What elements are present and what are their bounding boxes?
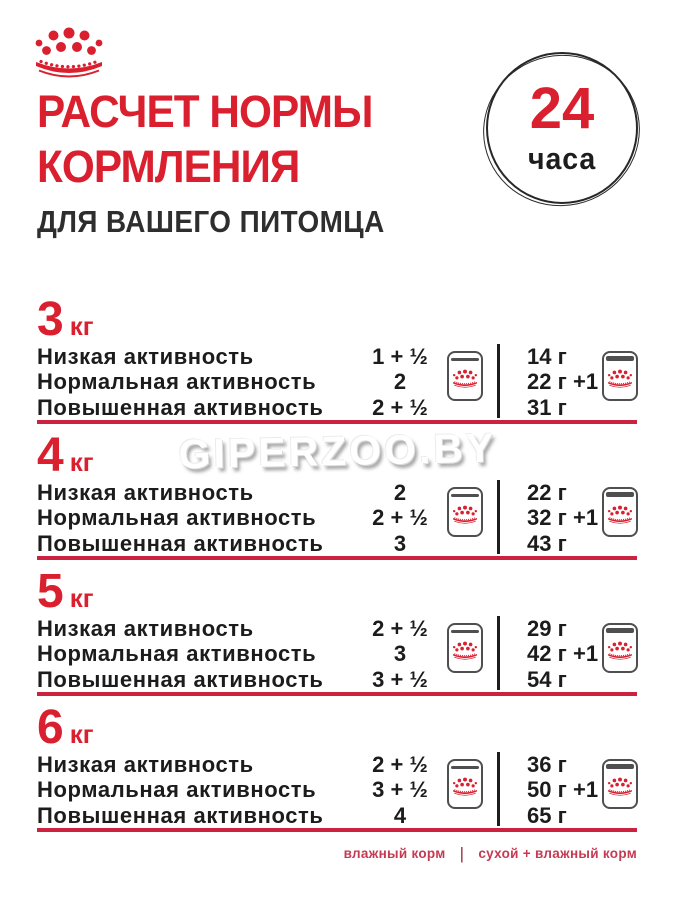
extra-pouch-count: +1 bbox=[573, 641, 599, 667]
activity-label: Нормальная активность bbox=[37, 505, 317, 531]
badge-number: 24 bbox=[529, 75, 595, 141]
wet-amount: 3 + ½ bbox=[372, 666, 428, 692]
wet-food-pouch-icon bbox=[447, 351, 483, 401]
activity-label: Нормальная активность bbox=[37, 369, 317, 395]
dry-food-pouch-icon bbox=[602, 623, 638, 673]
weight-value: 5 bbox=[37, 565, 64, 618]
page-subtitle: ДЛЯ ВАШЕГО ПИТОМЦА bbox=[37, 204, 385, 239]
dry-food-pouch-icon bbox=[602, 351, 638, 401]
activity-label: Нормальная активность bbox=[37, 641, 317, 667]
wet-amount: 2 + ½ bbox=[372, 394, 428, 420]
section-divider-line bbox=[37, 692, 637, 696]
activity-label: Повышенная активность bbox=[37, 394, 324, 420]
dry-amount: 43 г bbox=[527, 530, 567, 556]
weight-value: 4 bbox=[37, 429, 64, 482]
wet-amount: 3 bbox=[393, 530, 407, 556]
activity-label: Повышенная активность bbox=[37, 666, 324, 692]
wet-amount: 3 bbox=[393, 641, 407, 667]
page-title bbox=[37, 84, 372, 194]
dry-amount: 36 г bbox=[527, 752, 567, 777]
wet-amounts bbox=[350, 344, 450, 420]
dry-food-pouch-icon bbox=[602, 759, 638, 809]
column-divider bbox=[497, 344, 500, 418]
dry-amount: 65 г bbox=[527, 802, 567, 828]
legend-separator: | bbox=[459, 844, 465, 863]
pouch-seal bbox=[451, 358, 479, 361]
section-divider-line bbox=[37, 556, 637, 560]
weight-heading bbox=[37, 429, 94, 482]
legend-dry-wet-label: сухой + влажный корм bbox=[478, 846, 637, 861]
weight-heading bbox=[37, 293, 94, 346]
weight-unit: кг bbox=[69, 583, 94, 613]
crown-icon bbox=[607, 641, 633, 662]
weight-value: 3 bbox=[37, 293, 64, 346]
extra-pouch-count: +1 bbox=[573, 369, 599, 395]
activity-labels bbox=[37, 752, 347, 828]
page-title-line2: КОРМЛЕНИЯ bbox=[37, 141, 300, 192]
dry-amount: 31 г bbox=[527, 394, 567, 420]
activity-label: Низкая активность bbox=[37, 616, 254, 641]
activity-label: Повышенная активность bbox=[37, 802, 324, 828]
wet-food-pouch-icon bbox=[447, 759, 483, 809]
pouch-seal bbox=[606, 356, 634, 361]
dry-amount: 14 г bbox=[527, 344, 567, 369]
dry-amount: 42 г bbox=[527, 641, 567, 667]
weight-value: 6 bbox=[37, 701, 64, 754]
dry-amount: 22 г bbox=[527, 369, 567, 395]
weight-unit: кг bbox=[69, 447, 94, 477]
wet-amount: 2 bbox=[393, 369, 407, 395]
activity-labels bbox=[37, 344, 347, 420]
24-hours-badge bbox=[486, 52, 638, 204]
crown-icon bbox=[452, 641, 478, 662]
crown-icon bbox=[452, 505, 478, 526]
page-title-line1: РАСЧЕТ НОРМЫ bbox=[37, 86, 373, 137]
activity-labels bbox=[37, 616, 347, 692]
crown-icon bbox=[607, 505, 633, 526]
dry-amount: 50 г bbox=[527, 777, 567, 803]
activity-label: Повышенная активность bbox=[37, 530, 324, 556]
watermark: GIPERZOO.BY bbox=[178, 424, 497, 478]
wet-amount: 2 bbox=[393, 480, 407, 505]
dry-amount: 54 г bbox=[527, 666, 567, 692]
dry-amount: 29 г bbox=[527, 616, 567, 641]
wet-amount: 1 + ½ bbox=[372, 344, 428, 369]
column-divider bbox=[497, 616, 500, 690]
wet-amounts bbox=[350, 752, 450, 828]
crown-icon bbox=[452, 777, 478, 798]
wet-amount: 2 + ½ bbox=[372, 752, 428, 777]
pouch-seal bbox=[451, 494, 479, 497]
pouch-seal bbox=[451, 766, 479, 769]
column-divider bbox=[497, 752, 500, 826]
activity-label: Низкая активность bbox=[37, 752, 254, 777]
crown-icon bbox=[607, 369, 633, 390]
weight-section-5kg bbox=[0, 565, 675, 700]
weight-heading bbox=[37, 565, 94, 618]
activity-label: Низкая активность bbox=[37, 480, 254, 505]
wet-amount: 2 + ½ bbox=[372, 616, 428, 641]
legend-wet-label: влажный корм bbox=[343, 846, 446, 861]
weight-section-3kg bbox=[0, 293, 675, 428]
section-divider-line bbox=[37, 420, 637, 424]
weight-unit: кг bbox=[69, 719, 94, 749]
pouch-seal bbox=[451, 630, 479, 633]
weight-heading bbox=[37, 701, 94, 754]
column-divider bbox=[497, 480, 500, 554]
extra-pouch-count: +1 bbox=[573, 505, 599, 531]
activity-label: Нормальная активность bbox=[37, 777, 317, 803]
wet-amount: 3 + ½ bbox=[372, 777, 428, 803]
dry-amount: 32 г bbox=[527, 505, 567, 531]
badge-unit: часа bbox=[527, 140, 597, 176]
weight-section-4kg bbox=[0, 429, 675, 564]
activity-labels bbox=[37, 480, 347, 556]
pouch-seal bbox=[606, 628, 634, 633]
wet-amount: 2 + ½ bbox=[372, 505, 428, 531]
wet-food-pouch-icon bbox=[447, 623, 483, 673]
wet-food-pouch-icon bbox=[447, 487, 483, 537]
wet-amounts bbox=[350, 480, 450, 556]
wet-amounts bbox=[350, 616, 450, 692]
wet-amount: 4 bbox=[393, 802, 407, 828]
section-divider-line bbox=[37, 828, 637, 832]
weight-unit: кг bbox=[69, 311, 94, 341]
dry-food-pouch-icon bbox=[602, 487, 638, 537]
pouch-seal bbox=[606, 492, 634, 497]
extra-pouch-count: +1 bbox=[573, 777, 599, 803]
activity-label: Низкая активность bbox=[37, 344, 254, 369]
dry-amount: 22 г bbox=[527, 480, 567, 505]
royal-canin-crown-logo-icon bbox=[33, 26, 105, 84]
pouch-seal bbox=[606, 764, 634, 769]
crown-icon bbox=[452, 369, 478, 390]
weight-section-6kg bbox=[0, 701, 675, 836]
crown-icon bbox=[607, 777, 633, 798]
food-type-legend bbox=[0, 845, 637, 862]
